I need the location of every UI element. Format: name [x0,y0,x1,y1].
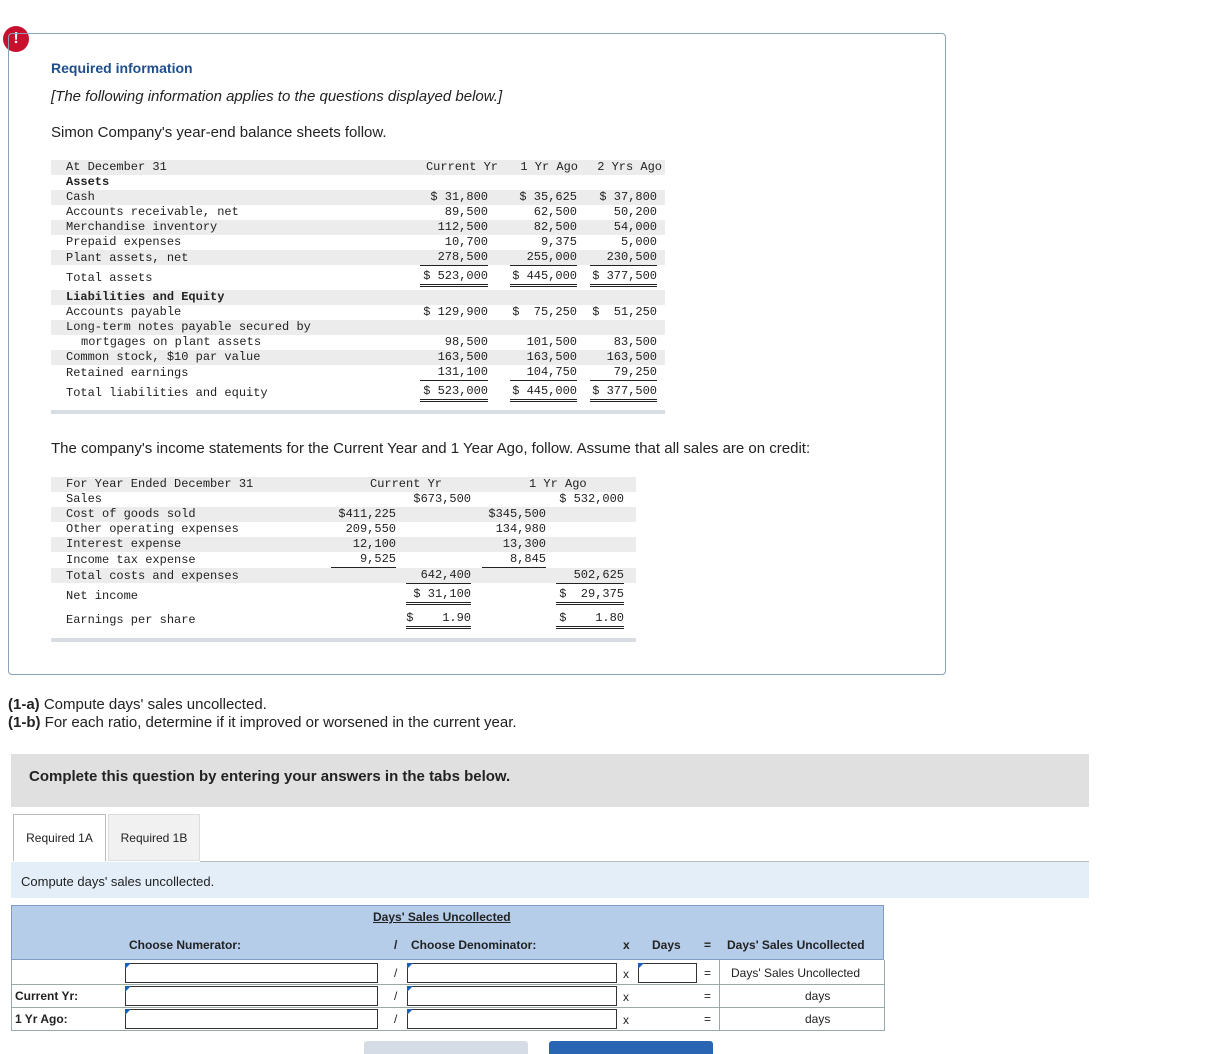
cell-value: 9,525 [331,552,396,568]
row-label: Accounts payable [66,305,182,319]
cell-value: $ 523,000 [420,269,488,287]
cell-value: 230,500 [590,250,657,266]
row-label: Cost of goods sold [66,507,196,521]
times-symbol: x [623,938,630,952]
question-1a [8,696,267,713]
cell-value: $ 1.90 [406,611,471,629]
question-tag: (1-b) [8,714,41,731]
row-label: Total costs and expenses [66,569,239,583]
cell-value: $ 445,000 [510,269,577,287]
cell-value: 89,500 [444,205,488,219]
bs-header-2yr: 2 Yrs Ago [597,160,662,174]
cell-value: $345,500 [488,507,546,521]
tab-instruction: Compute days' sales uncollected. [21,874,215,889]
tab-instruction-bar [11,862,1089,898]
cell-value: $ 31,800 [430,190,488,204]
cell-value: $ 35,625 [519,190,577,204]
equals-symbol: = [704,966,712,980]
row-label: Sales [66,492,103,506]
cell-value: 131,100 [420,365,488,381]
income-statement-intro: The company's income statements for the Current Year and 1 Year Ago, follow. Assume that all sales are on credit: [51,440,811,457]
days-header: Days [652,938,681,952]
row-label: mortgages on plant assets [81,335,262,349]
cell-value: $ 523,000 [420,384,488,402]
cell-value: 101,500 [526,335,577,349]
cell-value: $ 445,000 [510,384,577,402]
row-label: Other operating expenses [66,522,239,536]
table-bottom-bar [51,410,665,414]
numerator-input[interactable] [125,1009,378,1029]
cell-value: 62,500 [533,205,577,219]
row-label: Income tax expense [66,553,196,567]
days-unit: days [805,989,831,1003]
cell-value: 278,500 [420,250,488,266]
cell-value: 209,550 [345,522,396,536]
cell-value: 502,625 [556,568,624,584]
is-header-1yr: 1 Yr Ago [529,477,587,491]
complete-note-text: Complete this question by entering your answers in the tabs below. [29,768,511,785]
cell-value: 642,400 [406,568,471,584]
row-label: Retained earnings [66,366,189,380]
row-label: Cash [66,190,95,204]
times-symbol: x [623,967,629,981]
divide-symbol: / [394,966,398,980]
row-label: Net income [66,589,139,603]
days-input[interactable] [638,963,697,983]
grid-title: Days' Sales Uncollected [373,910,511,924]
result-label: Days' Sales Uncollected [731,966,861,980]
row-label: Earnings per share [66,613,196,627]
question-1b [8,714,517,731]
bs-header-1yr: 1 Yr Ago [520,160,578,174]
denominator-input[interactable] [407,963,617,983]
cell-value: $ 532,000 [559,492,624,506]
is-header-label: For Year Ended December 31 [66,477,254,491]
numerator-input[interactable] [125,963,378,983]
cell-value: 163,500 [526,350,577,364]
cell-value: $ 377,500 [590,384,657,402]
row-label-prior: 1 Yr Ago: [15,1012,68,1026]
prev-tab-button[interactable] [364,1041,528,1054]
cell-value: 163,500 [437,350,488,364]
cell-value: 12,100 [352,537,396,551]
days-unit: days [805,1012,831,1026]
denominator-input[interactable] [407,1009,617,1029]
cell-value: 163,500 [606,350,657,364]
question-text: Compute days' sales uncollected. [39,696,267,713]
row-label: Merchandise inventory [66,220,218,234]
row-label: Plant assets, net [66,251,189,265]
cell-value: 82,500 [533,220,577,234]
times-symbol: x [623,990,629,1004]
cell-value: $ 377,500 [590,269,657,287]
info-subtitle: [The following information applies to the questions displayed below.] [51,88,503,105]
question-text: For each ratio, determine if it improved or worsened in the current year. [40,714,517,731]
row-label: Interest expense [66,537,182,551]
is-header-current: Current Yr [370,477,443,491]
equals-symbol: = [704,1012,712,1026]
bs-header-label: At December 31 [66,160,167,174]
numerator-header: Choose Numerator: [129,938,242,952]
info-title: Required information [51,60,193,76]
row-label: Prepaid expenses [66,235,182,249]
cell-value: 79,250 [590,365,657,381]
row-label: Accounts receivable, net [66,205,239,219]
cell-value: 54,000 [613,220,657,234]
cell-value: $ 51,250 [592,305,657,319]
complete-note-banner [11,754,1089,807]
equals-symbol: = [704,938,712,952]
row-label: Long-term notes payable secured by [66,320,311,334]
row-label: Common stock, $10 par value [66,350,261,364]
cell-value: 9,375 [540,235,577,249]
cell-value: $ 129,900 [423,305,488,319]
next-tab-button[interactable] [549,1041,713,1054]
cell-value: 13,300 [502,537,546,551]
divide-symbol: / [394,938,398,952]
divide-symbol: / [394,1012,398,1026]
denominator-header: Choose Denominator: [411,938,537,952]
cell-value: 50,200 [613,205,657,219]
cell-value: 5,000 [620,235,657,249]
cell-value: 104,750 [510,365,577,381]
alert-icon: ! [3,26,29,52]
cell-value: 134,980 [495,522,546,536]
total-assets-label: Total assets [66,271,153,285]
cell-value: 112,500 [437,220,488,234]
cell-value: 10,700 [444,235,488,249]
liabilities-heading: Liabilities and Equity [66,290,225,304]
cell-value: 83,500 [613,335,657,349]
equals-symbol: = [704,989,712,1003]
tab-required-1b[interactable]: Required 1B [108,814,200,861]
bs-header-current: Current Yr [425,160,498,174]
assets-heading: Assets [66,175,110,189]
cell-value: $411,225 [338,507,396,521]
cell-value: $673,500 [413,492,471,506]
cell-value: $ 29,375 [556,587,624,605]
cell-value: $ 31,100 [406,587,471,605]
cell-value: $ 1.80 [556,611,624,629]
cell-value: 8,845 [482,552,546,568]
cell-value: $ 75,250 [512,305,577,319]
total-le-label: Total liabilities and equity [66,386,268,400]
tab-required-1a[interactable]: Required 1A [13,814,106,861]
times-symbol: x [623,1013,629,1027]
cell-value: 98,500 [444,335,488,349]
table-bottom-bar [51,638,636,642]
question-tag: (1-a) [8,696,40,713]
result-header: Days' Sales Uncollected [727,938,865,952]
row-label-current: Current Yr: [15,989,79,1003]
cell-value: $ 37,800 [599,190,657,204]
cell-value: 255,000 [510,250,577,266]
divide-symbol: / [394,989,398,1003]
balance-sheet-intro: Simon Company's year-end balance sheets follow. [51,124,387,141]
numerator-input[interactable] [125,986,378,1006]
denominator-input[interactable] [407,986,617,1006]
